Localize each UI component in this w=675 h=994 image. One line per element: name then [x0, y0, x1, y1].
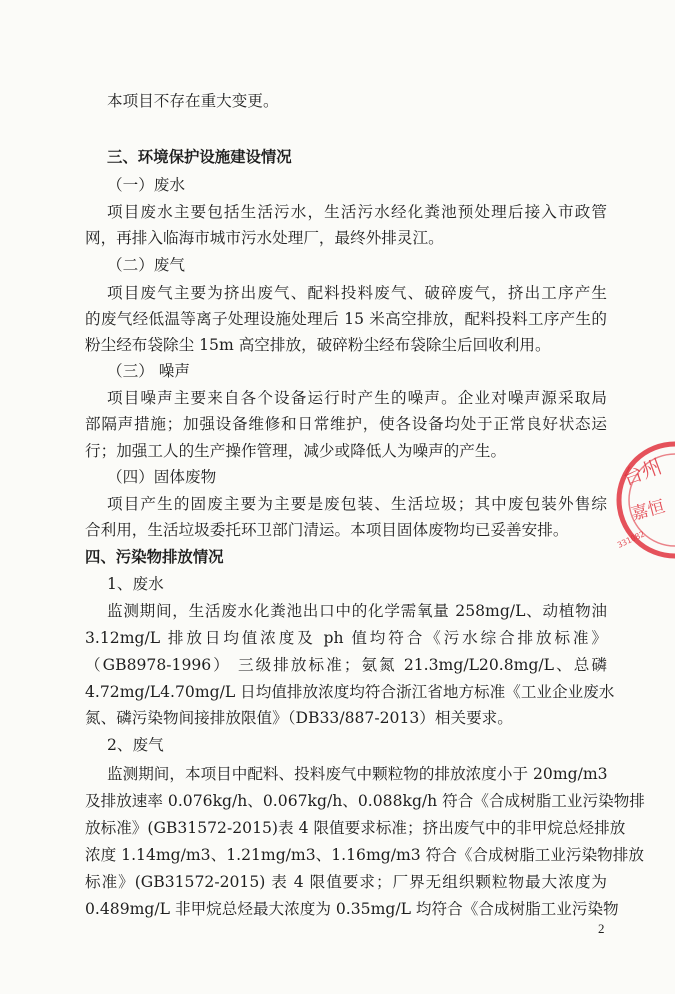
paragraph-line: 本项目不存在重大变更。 — [107, 92, 279, 110]
paragraph-line: 放标准》(GB31572-2015)表 4 限值要求标准；挤出废气中的非甲烷总烃排放 — [85, 819, 626, 837]
paragraph-line: 合利用，生活垃圾委托环卫部门清运。本项目固体废物均已妥善安排。 — [85, 521, 569, 539]
subsection-heading: （三） 噪声 — [107, 362, 190, 380]
paragraph-line: 及排放速率 0.076kg/h、0.067kg/h、0.088kg/h 符合《合成树脂工业污染物排 — [85, 792, 645, 810]
subsection-heading: 1、废水 — [107, 575, 164, 593]
paragraph-line: 项目废水主要包括生活污水，生活污水经化粪池预处理后接入市政管 — [107, 203, 607, 221]
paragraph-line: 项目产生的固废主要为主要是废包装、生活垃圾；其中废包装外售综 — [107, 495, 607, 513]
svg-text:331082: 331082 — [616, 529, 647, 550]
paragraph-line: 4.72mg/L4.70mg/L 日均值排放浓度均符合浙江省地方标准《工业企业废水 — [85, 683, 615, 701]
paragraph-line: 0.489mg/L 非甲烷总烃最大浓度为 0.35mg/L 均符合《合成树脂工业污染物 — [85, 900, 619, 918]
svg-text:嘉恒: 嘉恒 — [629, 496, 668, 525]
paragraph-line: 的废气经低温等离子处理设施处理后 15 米高空排放，配料投料工序产生的 — [85, 310, 607, 328]
svg-text:台州: 台州 — [619, 453, 665, 491]
section-heading: 三、环境保护设施建设情况 — [107, 148, 292, 166]
paragraph-line: 网，再排入临海市城市污水处理厂，最终外排灵江。 — [85, 229, 444, 247]
subsection-heading: （一）废水 — [107, 176, 185, 194]
paragraph-line: 监测期间，生活废水化粪池出口中的化学需氧量 258mg/L、动植物油 — [107, 602, 607, 620]
paragraph-line: 项目噪声主要来自各个设备运行时产生的噪声。企业对噪声源采取局 — [107, 389, 607, 407]
paragraph-line: 3.12mg/L 排放日均值浓度及 ph 值均符合《污水综合排放标准》 — [85, 629, 607, 647]
paragraph-line: 氮、磷污染物间接排放限值》（DB33/887-2013）相关要求。 — [85, 709, 513, 727]
paragraph-line: 标准》(GB31572-2015) 表 4 限值要求；厂界无组织颗粒物最大浓度为 — [85, 873, 607, 891]
paragraph-line: 部隔声措施；加强设备维修和日常维护，使各设备均处于正常良好状态运 — [85, 415, 607, 433]
subsection-heading: 2、废气 — [107, 736, 164, 754]
page-number: 2 — [598, 921, 605, 936]
paragraph-line: （GB8978-1996） 三级排放标准；氨氮 21.3mg/L20.8mg/L、总磷 — [85, 656, 607, 674]
official-seal-stamp — [615, 430, 675, 570]
subsection-heading: （二）废气 — [107, 256, 185, 274]
subsection-heading: （四）固体废物 — [107, 468, 217, 486]
section-heading: 四、污染物排放情况 — [85, 548, 224, 566]
paragraph-line: 浓度 1.14mg/m3、1.21mg/m3、1.16mg/m3 符合《合成树脂工业污染物排放 — [85, 846, 644, 864]
paragraph-line: 监测期间，本项目中配料、投料废气中颗粒物的排放浓度小于 20mg/m3 — [107, 765, 608, 783]
paragraph-line: 项目废气主要为挤出废气、配料投料废气、破碎废气，挤出工序产生 — [107, 284, 607, 302]
paragraph-line: 行；加强工人的生产操作管理，减少或降低人为噪声的产生。 — [85, 442, 507, 460]
paragraph-line: 粉尘经布袋除尘 15m 高空排放，破碎粉尘经布袋除尘后回收利用。 — [85, 336, 551, 354]
